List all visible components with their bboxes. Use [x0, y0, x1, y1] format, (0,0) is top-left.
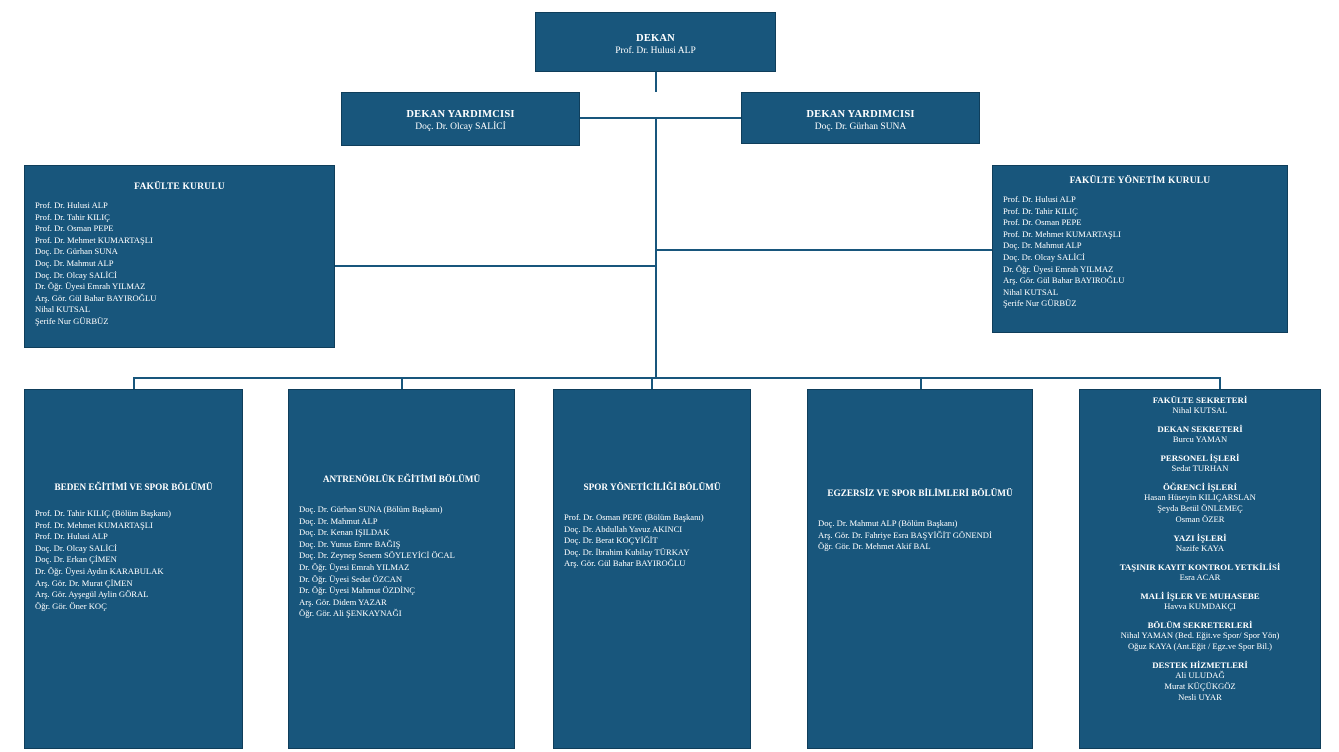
member-name: Arş. Gör. Gül Bahar BAYIROĞLU: [1003, 275, 1125, 286]
secretariat-group: [1080, 395, 1320, 416]
member-name: Doç. Dr. Zeynep Senem SÖYLEYİCİ ÖCAL: [299, 550, 455, 561]
node-faculty-executive-board[interactable]: [992, 165, 1288, 333]
secretariat-person: Oğuz KAYA (Ant.Eğit / Egz.ve Spor Bil.): [1127, 641, 1273, 651]
member-name: Öğr. Gör. Ali ŞENKAYNAĞI: [299, 608, 402, 619]
member-name: Doç. Dr. Mahmut ALP: [299, 515, 378, 526]
member-name: Doç. Dr. Mahmut ALP: [1003, 240, 1082, 251]
secretariat-group: [1080, 620, 1320, 652]
member-name: Dr. Öğr. Üyesi Mahmut ÖZDİNÇ: [299, 585, 416, 596]
secretariat-person: Nesli UYAR: [1178, 692, 1222, 702]
member-name: Dr. Öğr. Üyesi Emrah YILMAZ: [1003, 263, 1114, 274]
member-name: Prof. Dr. Tahir KILIÇ: [1003, 205, 1078, 216]
department-2-title: ANTRENÖRLÜK EĞİTİMİ BÖLÜMÜ: [322, 474, 481, 484]
secretariat-group-heading: MALİ İŞLER VE MUHASEBE: [1140, 591, 1260, 601]
secretariat-group: [1080, 591, 1320, 612]
connector-dept1: [133, 377, 135, 389]
node-vice-dean-1[interactable]: [341, 92, 580, 146]
vice-dean-2-title: DEKAN YARDIMCISI: [806, 109, 915, 120]
member-name: Doç. Dr. Gürhan SUNA (Bölüm Başkanı): [299, 504, 443, 514]
vice-dean-1-title: DEKAN YARDIMCISI: [406, 109, 515, 120]
secretariat-person: Sedat TURHAN: [1171, 463, 1229, 473]
secretariat-person: Havva KUMDAKÇI: [1164, 601, 1236, 611]
secretariat-group-heading: FAKÜLTE SEKRETERİ: [1152, 395, 1248, 405]
node-secretariat[interactable]: [1079, 389, 1321, 749]
connector-departments-bus: [133, 377, 1220, 379]
node-faculty-board[interactable]: [24, 165, 335, 348]
member-name: Prof. Dr. Mehmet KUMARTAŞLI: [35, 519, 153, 530]
member-name: Doç. Dr. İbrahim Kubilay TÜRKAY: [564, 546, 690, 557]
member-name: Prof. Dr. Hulusi ALP: [35, 531, 108, 542]
member-name: Prof. Dr. Mehmet KUMARTAŞLI: [35, 234, 153, 245]
member-name: Dr. Öğr. Üyesi Sedat ÖZCAN: [299, 573, 403, 584]
department-2-members: [289, 504, 514, 620]
faculty-executive-board-title: FAKÜLTE YÖNETİM KURULU: [1069, 176, 1211, 186]
secretariat-person: Hasan Hüseyin KILIÇARSLAN: [1144, 492, 1256, 502]
secretariat-group-heading: DESTEK HİZMETLERİ: [1152, 660, 1248, 670]
member-name: Öğr. Gör. Öner KOÇ: [35, 600, 107, 611]
node-department-3[interactable]: [553, 389, 751, 749]
member-name: Arş. Gör. Gül Bahar BAYIROĞLU: [35, 292, 157, 303]
member-name: Dr. Öğr. Üyesi Emrah YILMAZ: [299, 561, 410, 572]
member-name: Arş. Gör. Didem YAZAR: [299, 596, 387, 607]
department-1-members: [25, 508, 242, 612]
member-name: Doç. Dr. Erkan ÇİMEN: [35, 554, 117, 565]
secretariat-group: [1080, 482, 1320, 525]
member-name: Doç. Dr. Berat KOÇYİĞİT: [564, 535, 658, 546]
member-name: Dr. Öğr. Üyesi Emrah YILMAZ: [35, 281, 146, 292]
faculty-board-members: [25, 200, 334, 328]
member-name: Arş. Gör. Dr. Fahriye Esra BAŞYİĞİT GÖNENDİ: [818, 529, 992, 540]
secretariat-person: Şeyda Betül ÖNLEMEÇ: [1157, 503, 1243, 513]
member-name: Arş. Gör. Gül Bahar BAYIROĞLU: [564, 558, 686, 569]
member-name: Doç. Dr. Mahmut ALP: [35, 257, 114, 268]
department-3-members: [554, 512, 750, 570]
node-department-4[interactable]: [807, 389, 1033, 749]
secretariat-person: Burcu YAMAN: [1172, 434, 1228, 444]
member-name: Prof. Dr. Hulusi ALP: [35, 200, 108, 210]
secretariat-group-heading: TAŞINIR KAYIT KONTROL YETKİLİSİ: [1119, 562, 1281, 572]
connector-faculty-board: [335, 265, 656, 267]
connector-dean-down: [655, 72, 657, 92]
secretariat-person: Nihal YAMAN (Bed. Eğit.ve Spor/ Spor Yön): [1120, 630, 1280, 640]
faculty-executive-board-members: [993, 194, 1287, 310]
member-name: Prof. Dr. Osman PEPE: [1003, 217, 1082, 228]
member-name: Doç. Dr. Yunus Emre BAĞIŞ: [299, 538, 401, 549]
member-name: Dr. Öğr. Üyesi Aydın KARABULAK: [35, 565, 164, 576]
node-dean[interactable]: [535, 12, 776, 72]
member-name: Prof. Dr. Tahir KILIÇ: [35, 211, 110, 222]
connector-main-trunk: [655, 117, 657, 377]
member-name: Nihal KUTSAL: [1003, 286, 1059, 297]
department-1-title: BEDEN EĞİTİMİ VE SPOR BÖLÜMÜ: [54, 482, 213, 492]
member-name: Doç. Dr. Olcay SALİCİ: [35, 542, 117, 553]
member-name: Prof. Dr. Mehmet KUMARTAŞLI: [1003, 228, 1121, 239]
connector-dept4: [920, 377, 922, 389]
connector-dept3: [651, 377, 653, 389]
member-name: Arş. Gör. Ayşegül Aylin GÖRAL: [35, 589, 149, 600]
member-name: Prof. Dr. Hulusi ALP: [1003, 194, 1076, 204]
member-name: Prof. Dr. Osman PEPE: [35, 223, 114, 234]
dean-person: Prof. Dr. Hulusi ALP: [615, 46, 696, 56]
connector-exec-board: [655, 249, 993, 251]
department-4-title: EGZERSİZ VE SPOR BİLİMLERİ BÖLÜMÜ: [827, 488, 1013, 498]
dean-title: DEKAN: [636, 33, 675, 44]
department-3-title: SPOR YÖNETİCİLİĞİ BÖLÜMÜ: [583, 482, 721, 492]
secretariat-person: Esra ACAR: [1179, 572, 1221, 582]
secretariat-group: [1080, 660, 1320, 703]
secretariat-group-heading: DEKAN SEKRETERİ: [1157, 424, 1243, 434]
connector-dept2: [401, 377, 403, 389]
member-name: Doç. Dr. Kenan IŞILDAK: [299, 527, 390, 538]
secretariat-group: [1080, 562, 1320, 583]
node-department-1[interactable]: [24, 389, 243, 749]
vice-dean-2-person: Doç. Dr. Gürhan SUNA: [814, 122, 907, 132]
member-name: Doç. Dr. Gürhan SUNA: [35, 246, 118, 257]
member-name: Prof. Dr. Osman PEPE (Bölüm Başkanı): [564, 512, 704, 522]
secretariat-group-heading: ÖĞRENCİ İŞLERİ: [1162, 482, 1238, 492]
secretariat-person: Osman ÖZER: [1175, 514, 1225, 524]
secretariat-group-heading: BÖLÜM SEKRETERLERİ: [1147, 620, 1253, 630]
node-vice-dean-2[interactable]: [741, 92, 980, 144]
secretariat-group-heading: YAZI İŞLERİ: [1173, 533, 1227, 543]
secretariat-person: Murat KÜÇÜKGÖZ: [1164, 681, 1236, 691]
node-department-2[interactable]: [288, 389, 515, 749]
connector-secretariat: [1219, 377, 1221, 389]
secretariat-group-heading: PERSONEL İŞLERİ: [1160, 453, 1240, 463]
secretariat-person: Nazife KAYA: [1175, 543, 1225, 553]
secretariat-group: [1080, 533, 1320, 554]
member-name: Arş. Gör. Dr. Murat ÇİMEN: [35, 577, 133, 588]
member-name: Öğr. Gör. Dr. Mehmet Akif BAL: [818, 541, 931, 552]
member-name: Prof. Dr. Tahir KILIÇ (Bölüm Başkanı): [35, 508, 172, 518]
secretariat-groups: [1080, 395, 1320, 703]
member-name: Nihal KUTSAL: [35, 304, 91, 315]
member-name: Şerife Nur GÜRBÜZ: [35, 315, 109, 326]
member-name: Doç. Dr. Abdullah Yavuz AKINCI: [564, 523, 683, 534]
secretariat-person: Nihal KUTSAL: [1172, 405, 1228, 415]
faculty-board-title: FAKÜLTE KURULU: [134, 182, 225, 192]
member-name: Doç. Dr. Olcay SALİCİ: [35, 269, 117, 280]
member-name: Doç. Dr. Mahmut ALP (Bölüm Başkanı): [818, 518, 958, 528]
department-4-members: [808, 518, 1032, 553]
member-name: Şerife Nur GÜRBÜZ: [1003, 298, 1077, 309]
vice-dean-1-person: Doç. Dr. Olcay SALİCİ: [415, 122, 506, 132]
secretariat-group: [1080, 453, 1320, 474]
member-name: Doç. Dr. Olcay SALİCİ: [1003, 251, 1085, 262]
secretariat-group: [1080, 424, 1320, 445]
secretariat-person: Ali ULUDAĞ: [1175, 670, 1225, 680]
